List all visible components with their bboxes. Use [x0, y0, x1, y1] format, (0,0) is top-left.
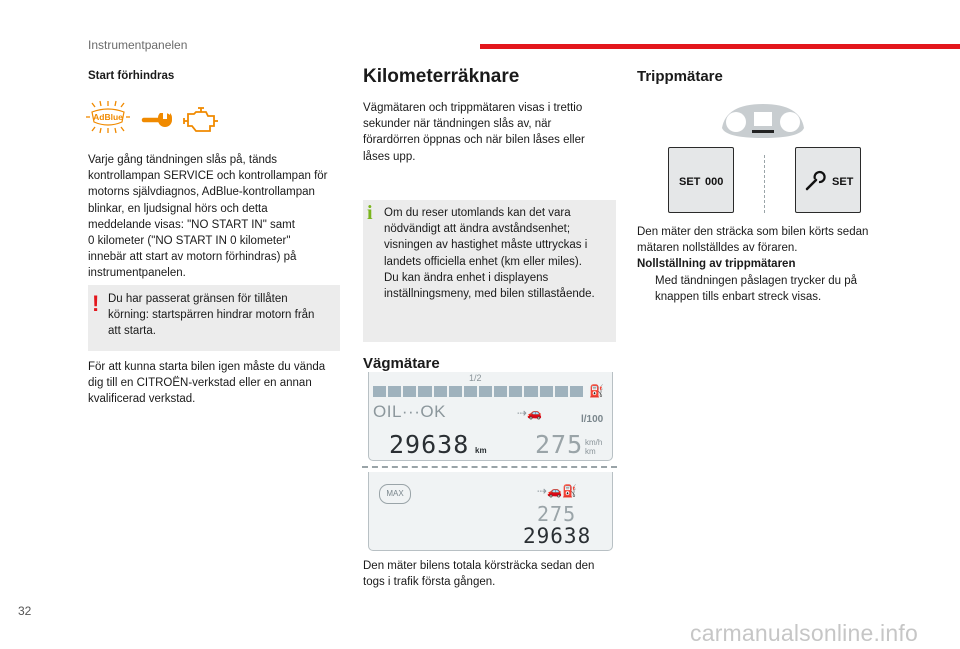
warning-note	[88, 285, 340, 351]
info-icon: i	[367, 202, 373, 224]
trip-description	[637, 224, 897, 305]
indicator-line	[764, 155, 765, 213]
speed-unit: km/h	[585, 438, 603, 447]
trip-units	[585, 438, 602, 456]
section-title: Instrumentpanelen	[88, 38, 188, 52]
trip-meter-heading: Trippmätare	[637, 68, 723, 85]
car-range-icon: ⇢🚗	[517, 406, 542, 420]
text-line: dig till en CITROËN-verkstad eller en annan	[88, 377, 312, 390]
distance-unit: km	[585, 447, 596, 456]
header-accent-bar	[480, 44, 960, 49]
text-line: blinkar, en ljudsignal hörs och detta	[88, 202, 268, 215]
text-line: Vägmätaren och trippmätaren visas i trettio	[363, 102, 583, 114]
fuel-half-label: 1/2	[469, 373, 482, 383]
engine-icon	[184, 108, 218, 131]
text-line: nödvändigt att ändra avståndsenhet;	[384, 223, 571, 236]
display-separator	[362, 466, 617, 468]
watermark: carmanualsonline.info	[690, 620, 918, 646]
set-label: SET	[679, 176, 701, 188]
wrench-icon	[144, 112, 172, 127]
odometer-heading: Kilometerräknare	[363, 66, 520, 87]
text-line: Du har passerat gränsen för tillåten	[108, 293, 288, 305]
odometer-unit: km	[475, 446, 487, 455]
text-line: inställningsmeny, med bilen stillastående.	[384, 288, 595, 301]
set-label: SET	[832, 176, 854, 188]
text-line: att starta.	[108, 325, 156, 338]
odometer-value: 29638	[523, 524, 592, 548]
odometer-display-full	[368, 372, 613, 461]
trip-zero-value: 000	[705, 176, 724, 188]
start-description	[88, 152, 348, 282]
wrench-icon	[804, 170, 826, 192]
oil-level-text: OIL···OK	[373, 402, 446, 421]
start-heading: Start förhindras	[88, 70, 175, 82]
text-line: Varje gång tändningen slås på, tänds	[88, 154, 278, 166]
text-line: 0 kilometer ("NO START IN 0 kilometer"	[88, 235, 291, 248]
text-line: Du kan ändra enhet i displayens	[384, 271, 549, 284]
text-line: landets officiella enhet (km eller miles).	[384, 255, 582, 268]
fuel-pump-icon: ⛽	[589, 384, 604, 398]
warning-icon: !	[92, 291, 100, 316]
trip-value: 275	[535, 430, 584, 459]
page-number: 32	[18, 604, 32, 618]
reset-heading: Nollställning av trippmätaren	[637, 258, 796, 271]
text-line: innebär att start av motorn förhindras) på	[88, 251, 297, 264]
text-line: instrumentpanelen.	[88, 267, 186, 280]
warning-icons-row	[86, 100, 226, 134]
adblue-warning-icon	[86, 101, 130, 133]
text-line: Om du reser utomlands kan det vara	[384, 207, 571, 219]
text-line: Den mäter den sträcka som bilen körts sedan	[637, 226, 869, 238]
trip-value: 275	[537, 502, 577, 526]
text-line: mätaren nollställdes av föraren.	[637, 242, 798, 255]
text-line: motorns självdiagnos, AdBlue-kontrollampan	[88, 186, 315, 199]
text-line: sekunder när tändningen slås av, när	[363, 118, 552, 131]
text-line: kvalificerad verkstad.	[88, 393, 196, 406]
instrument-cluster-icon	[718, 100, 808, 140]
text-line: kontrollampan SERVICE och kontrollampan för	[88, 170, 328, 183]
text-line: körning: startspärren hindrar motorn från	[108, 309, 315, 322]
max-label: MAX	[379, 484, 411, 504]
trip-reset-display	[668, 147, 734, 213]
odometer-intro	[363, 100, 613, 165]
consumption-unit: l/100	[581, 414, 604, 425]
text-line: förardörren öppnas och när bilen låses eller	[363, 134, 585, 147]
text-line: Den mäter bilens totala körsträcka sedan den	[363, 560, 595, 572]
odometer-display-compact	[368, 472, 613, 551]
text-line: knappen tills enbart streck visas.	[655, 290, 822, 303]
text-line: togs i trafik första gången.	[363, 576, 496, 589]
text-line: låses upp.	[363, 150, 416, 163]
odometer-caption	[363, 558, 618, 590]
adblue-label: AdBlue	[93, 112, 123, 122]
restart-description	[88, 359, 348, 408]
trip-reset-button[interactable]	[795, 147, 861, 213]
trip-odometer-heading: Vägmätare	[363, 355, 440, 372]
odometer-value: 29638	[389, 430, 470, 459]
text-line: meddelande visas: "NO START IN" samt	[88, 218, 295, 231]
info-note	[363, 200, 616, 342]
text-line: visningen av hastighet måste uttryckas i	[384, 239, 588, 252]
text-line: Med tändningen påslagen trycker du på	[655, 274, 858, 287]
fuel-gauge-bar	[373, 386, 583, 397]
reset-step	[637, 273, 897, 305]
text-line: För att kunna starta bilen igen måste du vända	[88, 361, 326, 373]
car-range-icon: ⇢🚗⛽	[537, 484, 577, 498]
